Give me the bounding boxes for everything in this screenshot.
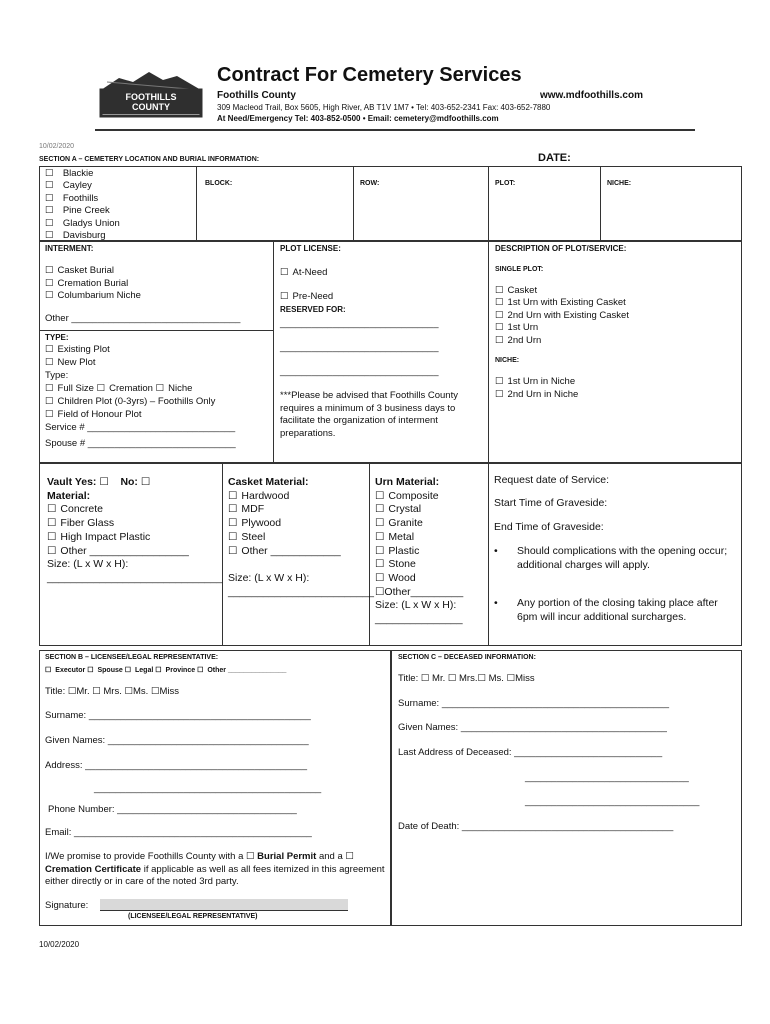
vault-material-option[interactable]: ☐ High Impact Plastic: [47, 531, 222, 545]
province-option[interactable]: ☐ Province: [155, 667, 195, 674]
reserved-line-3[interactable]: ______________________________: [280, 366, 439, 377]
burial-permit-checkbox[interactable]: ☐: [246, 851, 255, 862]
deceased-surname-field[interactable]: Surname: ___________________________________________: [398, 698, 670, 709]
licensee-email-field[interactable]: Email: _____________________________________________: [45, 827, 312, 838]
deceased-address-line2[interactable]: _______________________________: [525, 772, 689, 783]
casket-material-option[interactable]: ☐ MDF: [228, 503, 374, 517]
single-plot-heading: SINGLE PLOT:: [495, 266, 544, 273]
date-top: 10/02/2020: [39, 143, 75, 150]
vault-yes-label: Vault Yes:: [47, 476, 97, 488]
field-honour-option[interactable]: ☐ Field of Honour Plot: [45, 408, 235, 421]
vault-column: [47, 476, 222, 586]
interment-option[interactable]: ☐ Columbarium Niche: [45, 290, 141, 303]
reserved-line-2[interactable]: ______________________________: [280, 342, 439, 353]
website: www.mdfoothills.com: [540, 90, 643, 101]
section-b-heading: SECTION B – LICENSEE/LEGAL REPRESENTATIVE:: [45, 654, 219, 661]
reserved-line-1[interactable]: ______________________________: [280, 318, 439, 329]
single-plot-options: [495, 285, 629, 347]
cremation-cert-checkbox[interactable]: ☐: [345, 851, 354, 862]
niche-option[interactable]: ☐ Niche: [156, 383, 193, 394]
signature-field[interactable]: [100, 899, 348, 911]
licensee-phone-field[interactable]: Phone Number: __________________________________: [48, 804, 297, 815]
signature-caption: (LICENSEE/LEGAL REPRESENTATIVE): [128, 913, 258, 920]
bullet-marker: •: [494, 545, 498, 557]
cemetery-option[interactable]: ☐ Cayley: [45, 180, 120, 192]
licensee-title-options[interactable]: Title: ☐Mr. ☐ Mrs. ☐Ms. ☐Miss: [45, 686, 179, 697]
urn-size-field[interactable]: _______________: [375, 613, 463, 626]
deceased-title-options[interactable]: Title: ☐ Mr. ☐ Mrs.☐ Ms. ☐Miss: [398, 673, 535, 684]
type-option[interactable]: ☐ Existing Plot: [45, 343, 235, 356]
casket-material-option[interactable]: ☐ Hardwood: [228, 490, 374, 504]
urn-other-field[interactable]: ☐Other_________: [375, 585, 464, 598]
vault-no-checkbox[interactable]: ☐: [140, 476, 151, 488]
casket-size-label: Size: (L x W x H):: [228, 571, 310, 584]
licensee-address-field[interactable]: Address: __________________________________________: [45, 760, 308, 771]
cremation-option[interactable]: ☐ Cremation: [97, 383, 153, 394]
section-c-heading: SECTION C – DECEASED INFORMATION:: [398, 654, 536, 661]
spouse-number-field[interactable]: Spouse # ____________________________: [45, 438, 236, 449]
reserved-for-label: RESERVED FOR:: [280, 305, 346, 314]
complications-note: Should complications with the opening occur; additional charges will apply.: [517, 545, 728, 571]
licensee-given-field[interactable]: Given Names: ______________________________________: [45, 735, 309, 746]
licensee-surname-field[interactable]: Surname: __________________________________________: [45, 710, 311, 721]
interment-other-field[interactable]: Other ________________________________: [45, 313, 241, 324]
vault-other-field[interactable]: ☐ Other _________________: [47, 545, 222, 559]
type-label: Type:: [45, 370, 69, 381]
deceased-address-line3[interactable]: _________________________________: [525, 796, 700, 807]
licensee-address-line2[interactable]: ___________________________________________: [94, 783, 322, 794]
cemetery-option[interactable]: ☐ Gladys Union: [45, 218, 120, 230]
surcharge-note: Any portion of the closing taking place after 6pm will incur additional surcharges.: [517, 597, 718, 623]
single-plot-option[interactable]: ☐ 1st Urn: [495, 322, 629, 334]
type-option[interactable]: ☐ New Plot: [45, 356, 235, 369]
cemetery-list: [45, 168, 120, 242]
vault-size-label: Size: (L x W x H):: [47, 558, 129, 571]
interment-heading: INTERMENT:: [45, 244, 94, 253]
block-label: BLOCK:: [205, 180, 233, 187]
size-options: [45, 382, 235, 395]
legal-option[interactable]: ☐ Legal: [125, 667, 154, 674]
urn-material-option[interactable]: ☐ Composite: [375, 490, 463, 504]
type-heading: TYPE:: [45, 333, 69, 342]
vault-size-field[interactable]: ______________________________: [47, 571, 223, 584]
description-heading: DESCRIPTION OF PLOT/SERVICE:: [495, 244, 627, 253]
cemetery-option[interactable]: ☐ Blackie: [45, 168, 120, 180]
casket-material-option[interactable]: ☐ Steel: [228, 531, 374, 545]
cemetery-option[interactable]: ☐ Davisburg: [45, 230, 120, 242]
casket-other-field[interactable]: ☐ Other ____________: [228, 545, 374, 559]
cemetery-option[interactable]: ☐ Foothills: [45, 193, 120, 205]
casket-material-option[interactable]: ☐ Plywood: [228, 517, 374, 531]
footer-date: 10/02/2020: [39, 940, 80, 949]
section-c-box: [391, 650, 742, 926]
plot-license-heading: PLOT LICENSE:: [280, 244, 341, 253]
single-plot-option[interactable]: ☐ Casket: [495, 285, 629, 297]
full-size-option[interactable]: ☐ Full Size: [45, 383, 94, 394]
urn-heading: Urn Material:: [375, 476, 440, 488]
urn-material-option[interactable]: ☐ Stone: [375, 558, 463, 572]
casket-size-field[interactable]: _________________________: [228, 585, 374, 598]
pre-need-option[interactable]: ☐ Pre-Need: [280, 291, 333, 302]
advisory-notice: ***Please be advised that Foothills County requires a minimum of 3 business days to facilitate the organization of interment preparations.: [280, 390, 458, 439]
vault-material-option[interactable]: ☐ Concrete: [47, 503, 222, 517]
start-time-label: Start Time of Graveside:: [494, 497, 608, 509]
row-label: ROW:: [360, 180, 380, 187]
logo-line2: COUNTY: [132, 102, 170, 112]
deceased-address-field[interactable]: Last Address of Deceased: ____________________________: [398, 747, 663, 758]
executor-option[interactable]: ☐ Executor: [45, 667, 85, 674]
vault-no-label: No:: [120, 476, 138, 488]
interment-options: [45, 265, 141, 303]
urn-column: [375, 476, 463, 627]
service-number-field[interactable]: Service # ____________________________: [45, 422, 236, 433]
relationship-options: [45, 666, 286, 674]
vault-material-label: Material:: [47, 489, 91, 502]
at-need-option[interactable]: ☐ At-Need: [280, 267, 327, 278]
logo-line1: FOOTHILLS: [125, 92, 177, 102]
urn-material-option[interactable]: ☐ Wood: [375, 572, 463, 586]
signature-label: Signature:: [45, 900, 89, 911]
promise-text: I/We promise to provide Foothills County with a ☐ Burial Permit and a ☐ Cremation Certificate if applicable as well as all fees itemized in this agreement either directly or in care of the noted 3rd party.: [45, 851, 385, 887]
end-time-label: End Time of Graveside:: [494, 521, 604, 533]
urn-material-option[interactable]: ☐ Crystal: [375, 503, 463, 517]
casket-column: [228, 476, 374, 599]
date-of-death-field[interactable]: Date of Death: ________________________________________: [398, 821, 674, 832]
single-plot-option[interactable]: ☐ 2nd Urn with Existing Casket: [495, 310, 629, 322]
emergency-contact: At Need/Emergency Tel: 403-852-0500 • Email: cemetery@mdfoothills.com: [217, 114, 499, 123]
request-date-label: Request date of Service:: [494, 474, 609, 486]
single-plot-option[interactable]: ☐ 1st Urn with Existing Casket: [495, 297, 629, 309]
cemetery-option[interactable]: ☐ Pine Creek: [45, 205, 120, 217]
urn-material-option[interactable]: ☐ Plastic: [375, 545, 463, 559]
county-address: 309 Macleod Trail, Box 5605, High River, AB T1V 1M7 • Tel: 403-652-2341 Fax: 403-652-7880: [217, 103, 551, 112]
single-plot-option[interactable]: ☐ 2nd Urn: [495, 335, 629, 347]
interment-option[interactable]: ☐ Casket Burial: [45, 265, 141, 278]
niche-heading: NICHE:: [495, 357, 520, 364]
deceased-given-field[interactable]: Given Names: _______________________________________: [398, 722, 667, 733]
bullet-marker: •: [494, 597, 498, 609]
vault-material-option[interactable]: ☐ Fiber Glass: [47, 517, 222, 531]
niche-label: NICHE:: [607, 180, 632, 187]
plot-label: PLOT:: [495, 180, 516, 187]
header-divider: [95, 129, 695, 131]
county-name: Foothills County: [217, 90, 296, 101]
interment-option[interactable]: ☐ Cremation Burial: [45, 278, 141, 291]
casket-heading: Casket Material:: [228, 476, 309, 488]
type-options: [45, 343, 235, 434]
vault-yes-checkbox[interactable]: ☐: [99, 476, 109, 488]
children-plot-option[interactable]: ☐ Children Plot (0-3yrs) – Foothills Only: [45, 395, 235, 408]
urn-material-option[interactable]: ☐ Granite: [375, 517, 463, 531]
niche-option[interactable]: ☐ 1st Urn in Niche: [495, 376, 578, 389]
urn-material-option[interactable]: ☐ Metal: [375, 531, 463, 545]
section-a-heading: SECTION A – CEMETERY LOCATION AND BURIAL INFORMATION:: [39, 156, 260, 163]
urn-size-label: Size: (L x W x H):: [375, 599, 457, 612]
date-label: DATE:: [538, 152, 571, 164]
other-option[interactable]: ☐ Other _______________: [197, 667, 286, 674]
page-title: Contract For Cemetery Services: [217, 64, 522, 86]
niche-options: [495, 376, 578, 401]
spouse-option[interactable]: ☐ Spouse: [87, 667, 123, 674]
county-logo: [97, 68, 205, 120]
location-box: [39, 166, 742, 241]
niche-option[interactable]: ☐ 2nd Urn in Niche: [495, 389, 578, 402]
